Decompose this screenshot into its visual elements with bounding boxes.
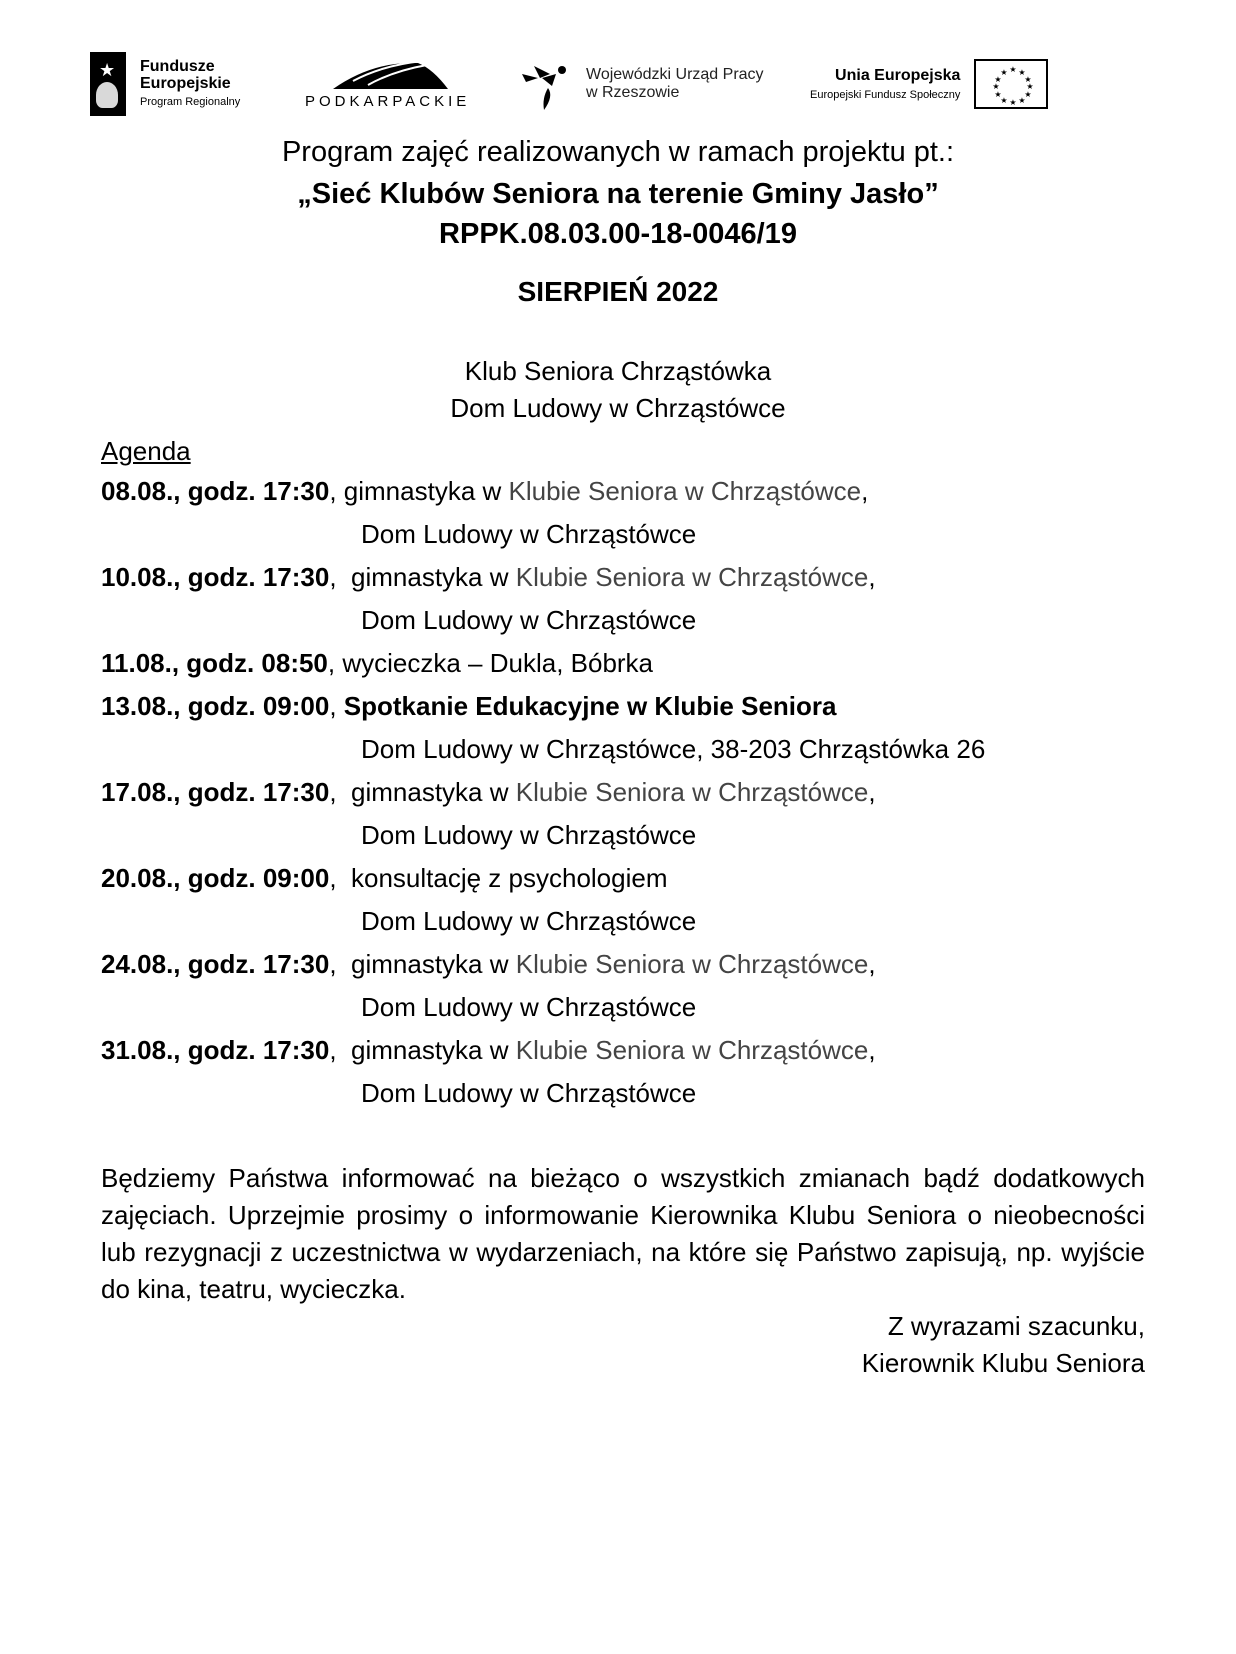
punctuation: , [868,777,876,807]
signature-line: Kierownik Klubu Seniora [861,1348,1145,1378]
agenda-item [101,685,1151,728]
logo-text: Fundusze [140,58,215,76]
club-name: Klub Seniora Chrząstówka [464,356,772,386]
agenda-item [101,1029,1151,1072]
project-code: RPPK.08.03.00-18-0046/19 [439,218,797,250]
event-venue: Dom Ludowy w Chrząstówce [361,906,697,936]
punctuation: , [868,562,876,592]
event-desc: , gimnastyka w [329,476,509,506]
project-title: „Sieć Klubów Seniora na terenie Gminy Jasło” [297,178,939,210]
event-venue: Dom Ludowy w Chrząstówce [361,519,697,549]
event-desc: , gimnastyka w [329,777,516,807]
signature-block [862,1308,1145,1382]
event-datetime: 11.08., godz. 08:50 [101,648,328,678]
event-venue: Dom Ludowy w Chrząstówce [361,992,697,1022]
event-datetime: 08.08., godz. 17:30 [101,476,330,506]
fundusze-europejskie-logo [90,44,240,124]
punctuation: , [868,1035,876,1065]
closing-line: Z wyrazami szacunku, [887,1311,1145,1341]
agenda-item [101,771,1151,814]
logo-text: Europejski Fundusz Społeczny [810,89,961,101]
unia-europejska-logo [810,44,1048,124]
event-location: Klubie Seniora w Chrząstówce [508,476,862,506]
punctuation: , [868,949,876,979]
venue-name: Dom Ludowy w Chrząstówce [450,393,786,423]
event-location: Klubie Seniora w Chrząstówce [515,777,869,807]
logo-text: PODKARPACKIE [305,92,471,110]
event-location: Klubie Seniora w Chrząstówce [515,949,869,979]
mountain-icon [323,59,453,89]
logo-text: Wojewódzki Urząd Pracy [586,65,764,83]
event-datetime: 13.08., godz. 09:00 [101,691,330,721]
logo-text: Program Regionalny [140,96,241,109]
agenda [101,432,1151,1115]
info-paragraph: Będziemy Państwa informować na bieżąco o wszystkich zmianach bądź dodatkowych zajęciach. Uprzejmie prosimy o informowanie Kierownika Klubu Seniora o nieobecności lub rezygnacji z uczestnictwa w wydarzeniach, na które się Państwo zapisują, np. wyjście do kina, teatru, wycieczka. [101,1163,1145,1304]
event-venue: Dom Ludowy w Chrząstówce [361,1078,697,1108]
agenda-item [101,857,1151,900]
event-location: Klubie Seniora w Chrząstówce [515,1035,869,1065]
event-desc: , gimnastyka w [329,562,516,592]
agenda-item [101,470,1151,513]
agenda-item [101,642,1151,685]
logo-bar [90,44,1080,124]
event-datetime: 31.08., godz. 17:30 [101,1035,330,1065]
wup-rzeszow-logo [520,44,764,124]
eu-flag-icon: ★ ★ ★ ★ ★ ★ ★ ★ ★ ★ ★ ★ [974,59,1048,109]
agenda-item [101,556,1151,599]
event-location: Klubie Seniora w Chrząstówce [515,562,869,592]
event-desc: , wycieczka – Dukla, Bóbrka [327,648,654,678]
event-venue: Dom Ludowy w Chrząstówce [361,605,697,635]
month-heading: SIERPIEŃ 2022 [517,276,719,307]
event-datetime: 24.08., godz. 17:30 [101,949,330,979]
event-datetime: 20.08., godz. 09:00 [101,863,330,893]
event-desc: , gimnastyka w [329,949,516,979]
event-desc: , konsultację z psychologiem [329,863,668,893]
event-title: Spotkanie Edukacyjne w Klubie Seniora [343,691,837,721]
event-datetime: 10.08., godz. 17:30 [101,562,330,592]
logo-text: w Rzeszowie [586,84,680,101]
event-desc: , [329,691,344,721]
event-desc: , gimnastyka w [329,1035,516,1065]
bird-figure-icon [520,56,576,112]
agenda-item [101,943,1151,986]
intro-line: Program zajęć realizowanych w ramach projektu pt.: [281,136,955,168]
logo-text: Europejskie [140,75,231,93]
event-venue: Dom Ludowy w Chrząstówce [361,820,697,850]
event-venue: Dom Ludowy w Chrząstówce, 38-203 Chrząstówka 26 [361,734,986,764]
punctuation: , [861,476,869,506]
podkarpackie-logo [305,44,470,124]
event-datetime: 17.08., godz. 17:30 [101,777,330,807]
star-figure-icon [90,52,126,116]
logo-text: Unia Europejska [835,67,961,84]
agenda-heading: Agenda [101,436,191,466]
